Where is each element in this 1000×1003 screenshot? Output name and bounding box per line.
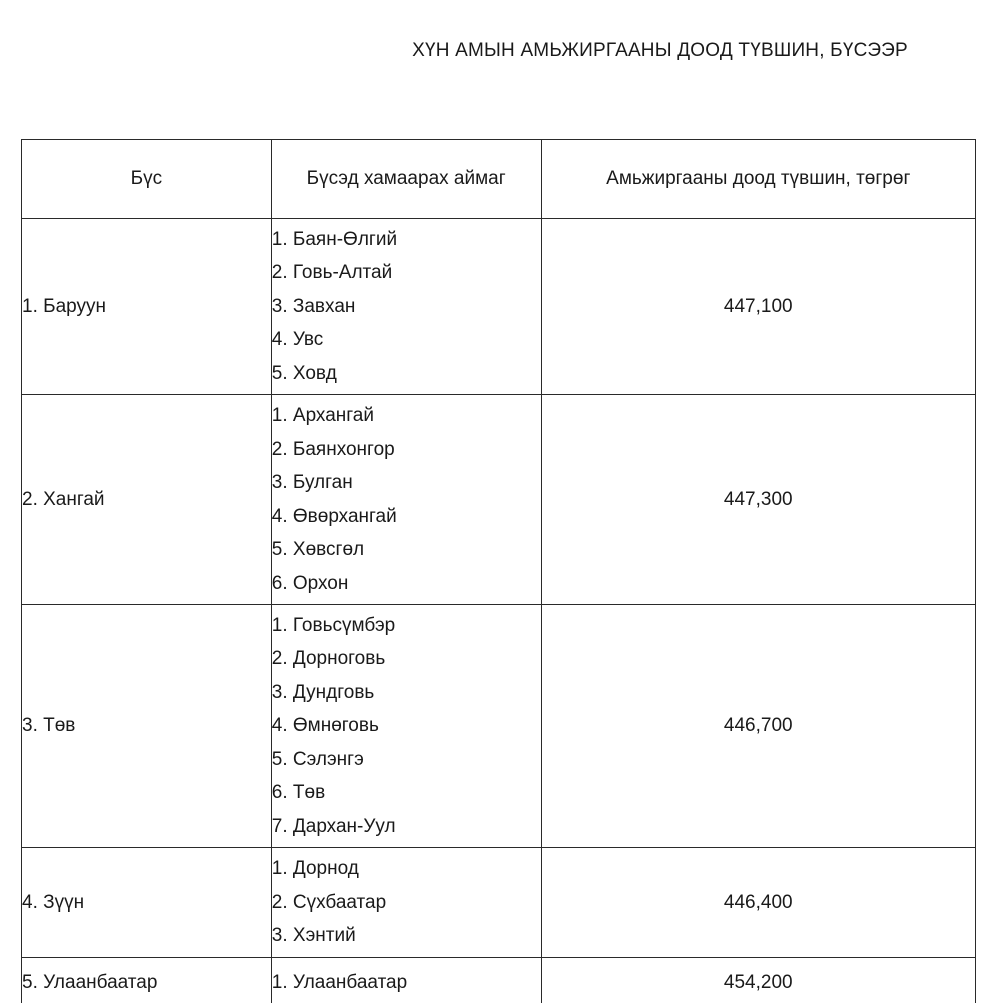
table-header-row xyxy=(22,140,976,219)
province-item: 4. Увс xyxy=(271,329,324,351)
table-row xyxy=(22,605,976,848)
subsistence-value: 447,300 xyxy=(541,395,975,605)
zone-name: 4. Зүүн xyxy=(22,848,272,958)
province-item: 1. Дорнод xyxy=(271,858,359,880)
province-list xyxy=(271,219,541,395)
province-item: 6. Орхон xyxy=(271,572,349,594)
province-item: 2. Говь-Алтай xyxy=(271,262,393,284)
province-item: 5. Сэлэнгэ xyxy=(271,748,364,770)
province-list xyxy=(271,848,541,958)
province-item: 3. Булган xyxy=(271,472,353,493)
subsistence-value: 454,200 xyxy=(541,958,975,1003)
subsistence-value: 446,400 xyxy=(541,848,975,958)
province-item: 3. Хэнтий xyxy=(271,925,356,947)
province-item: 2. Сүхбаатар xyxy=(271,891,387,913)
province-item: 1. Улаанбаатар xyxy=(271,971,408,993)
subsistence-table xyxy=(21,139,976,1003)
province-item: 1. Говьсүмбэр xyxy=(271,614,396,636)
province-item: 7. Дархан-Уул xyxy=(271,815,396,837)
table-row xyxy=(22,958,976,1003)
table-row xyxy=(22,395,976,605)
header-provinces: Бүсэд хамаарах аймаг xyxy=(271,140,541,219)
province-item: 1. Баян-Өлгий xyxy=(271,228,398,250)
subsistence-value: 446,700 xyxy=(541,605,975,848)
province-item: 5. Хөвсгөл xyxy=(271,539,365,560)
subsistence-value: 447,100 xyxy=(541,219,975,395)
province-item: 2. Дорноговь xyxy=(271,648,386,670)
zone-name: 3. Төв xyxy=(22,605,272,848)
province-item: 5. Ховд xyxy=(271,362,337,384)
province-list xyxy=(271,958,541,1003)
zone-name: 1. Баруун xyxy=(22,219,272,395)
province-item: 3. Дундговь xyxy=(271,681,375,703)
table-row xyxy=(22,848,976,958)
province-list xyxy=(271,605,541,848)
province-item: 6. Төв xyxy=(271,782,326,804)
province-item: 2. Баянхонгор xyxy=(271,438,395,460)
province-item: 1. Архангай xyxy=(271,405,374,426)
table-row xyxy=(22,219,976,395)
page-title: ХҮН АМЫН АМЬЖИРГААНЫ ДООД ТҮВШИН, БҮСЭЭР xyxy=(412,40,908,61)
province-list xyxy=(271,395,541,605)
zone-name: 5. Улаанбаатар xyxy=(22,958,272,1003)
province-item: 4. Өвөрхангай xyxy=(271,505,397,527)
zone-name: 2. Хангай xyxy=(22,395,272,605)
header-subsistence-level: Амьжиргааны доод түвшин, төгрөг xyxy=(541,140,975,219)
province-item: 3. Завхан xyxy=(271,295,356,317)
province-item: 4. Өмнөговь xyxy=(271,715,379,737)
header-zone: Бүс xyxy=(22,140,272,219)
